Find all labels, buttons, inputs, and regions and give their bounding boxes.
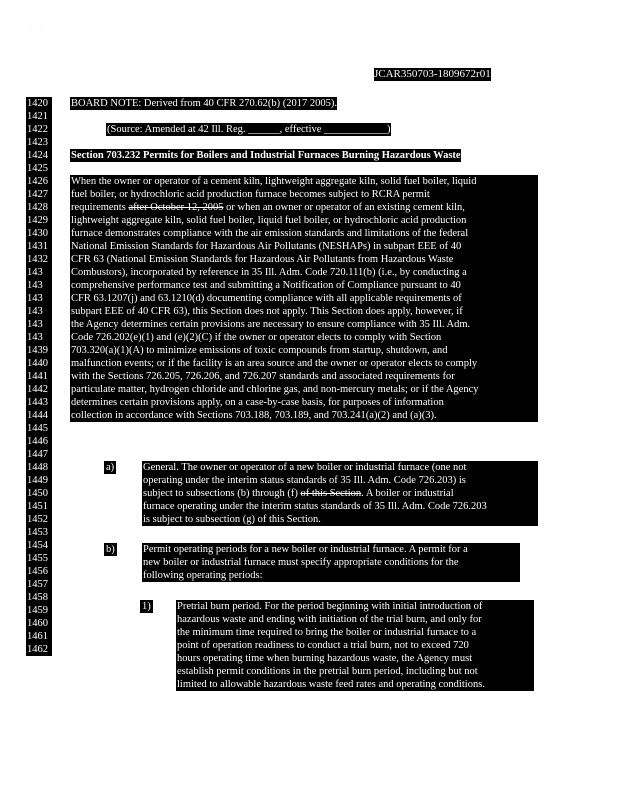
subsection-b1-line: hours operating time when burning hazardous waste, the Agency must	[177, 653, 473, 664]
line-number: 1455	[26, 552, 52, 565]
line-number: 1453	[26, 526, 52, 539]
line-number: 1431	[26, 240, 52, 253]
subsection-b1	[176, 600, 534, 691]
subsection-a	[142, 461, 538, 526]
line-number: 1457	[26, 578, 52, 591]
subsection-b-line: Permit operating periods for a new boiler or industrial furnace. A permit for a	[143, 544, 468, 555]
line-number: 1442	[26, 383, 52, 396]
struck-text: after October 12, 2005	[128, 202, 224, 213]
intro-paragraph	[70, 175, 538, 422]
line-number: 1429	[26, 214, 52, 227]
subsection-a-text: . A boiler or industrial	[361, 488, 454, 499]
intro-line: CFR 63 (National Emission Standards for Hazardous Air Pollutants from Hazardous Waste	[71, 254, 454, 265]
line-number: 1426	[26, 175, 52, 188]
subsection-a-line: is subject to subsection (g) of this Section.	[143, 514, 321, 525]
intro-line-text: requirements	[71, 202, 129, 213]
intro-line-text: or when an owner or operator of an existing cement kiln,	[223, 202, 465, 213]
line-number: 1448	[26, 461, 52, 474]
intro-line: 703.320(a)(1)(A) to minimize emissions of toxic compounds from startup, shutdown, and	[71, 345, 448, 356]
line-number: 143	[26, 318, 52, 331]
intro-line: CFR 63.1207(j) and 63.1210(d) documenting compliance with all applicable requirements of	[71, 293, 462, 304]
line-number: 1450	[26, 487, 52, 500]
line-number: 1444	[26, 409, 52, 422]
subsection-b1-line: hazardous waste and ending with initiation of the trial burn, and only for	[177, 614, 482, 625]
line-number: 1460	[26, 617, 52, 630]
subsection-b1-line: the minimum time required to bring the boiler or industrial furnace to a	[177, 627, 477, 638]
subsection-a-line	[142, 487, 538, 500]
line-number: 1451	[26, 500, 52, 513]
line-number: 143	[26, 292, 52, 305]
intro-line: furnace demonstrates compliance with the air emission standards and limitations of the federal	[71, 228, 469, 239]
line-number: 1446	[26, 435, 52, 448]
intro-line: comprehensive performance test and submitting a Notification of Compliance pursuant to 40	[71, 280, 461, 291]
subsection-b1-line: establish permit conditions in the pretrial burn period, including but not	[177, 666, 478, 677]
line-number: 1424	[26, 149, 52, 162]
intro-line: When the owner or operator of a cement kiln, lightweight aggregate kiln, solid fuel boiler, liquid	[71, 176, 477, 187]
line-number: 1458	[26, 591, 52, 604]
subsection-b1-line: Pretrial burn period. For the period beginning with initial introduction of	[177, 601, 483, 612]
subsection-b-line: following operating periods:	[143, 570, 263, 581]
line-number: 1461	[26, 630, 52, 643]
subsection-a-label: a)	[106, 462, 115, 473]
source-note-text: (Source: Amended at 42 Ill. Reg. ______, effective ____________)	[107, 124, 391, 135]
subsection-b-label: b)	[106, 544, 115, 555]
line-number: 1454	[26, 539, 52, 552]
line-number: 1439	[26, 344, 52, 357]
intro-line: fuel boiler, or hydrochloric acid production furnace becomes subject to RCRA permit	[71, 189, 430, 200]
section-heading-text: Section 703.232 Permits for Boilers and Industrial Furnaces Burning Hazardous Waste	[71, 150, 461, 161]
subsection-b	[142, 543, 520, 582]
scan-specks: · ·	[30, 25, 43, 31]
subsection-a-line: operating under the interim status standards of 35 Ill. Adm. Code 726.203) is	[143, 475, 466, 486]
subsection-b1-label: 1)	[142, 601, 151, 612]
board-note	[70, 97, 337, 115]
line-number: 1430	[26, 227, 52, 240]
intro-line: the Agency determines certain provisions are necessary to ensure compliance with 35 Ill. Adm.	[71, 319, 471, 330]
line-number: 1427	[26, 188, 52, 201]
line-number: 1456	[26, 565, 52, 578]
line-number: 143	[26, 279, 52, 292]
subsection-a-line: General. The owner or operator of a new boiler or industrial furnace (one not	[143, 462, 467, 473]
section-heading	[70, 149, 461, 167]
line-number: 1440	[26, 357, 52, 370]
intro-line: Code 726.202(e)(1) and (e)(2)(C) if the owner or operator elects to comply with Section	[71, 332, 442, 343]
line-number: 1420	[26, 97, 52, 110]
source-note	[106, 123, 391, 141]
intro-line: with the Sections 726.205, 726.206, and 726.207 standards and associated requirements for	[71, 371, 455, 382]
intro-line: Combustors), incorporated by reference in 35 Ill. Adm. Code 720.111(b) (i.e., by conducting a	[71, 267, 467, 278]
struck-text: of this Section	[300, 488, 362, 499]
line-number: 1443	[26, 396, 52, 409]
line-number: 1447	[26, 448, 52, 461]
subsection-a-line: furnace operating under the interim status standards of 35 Ill. Adm. Code 726.203	[143, 501, 487, 512]
line-number: 1441	[26, 370, 52, 383]
subsection-b-line: new boiler or industrial furnace must specify appropriate conditions for the	[143, 557, 459, 568]
intro-line: National Emission Standards for Hazardous Air Pollutants (NESHAPs) in subpart EEE of 40	[71, 241, 462, 252]
line-number: 143	[26, 305, 52, 318]
intro-line: malfunction events; or if the facility is an area source and the owner or operator elects to comply	[71, 358, 478, 369]
intro-line	[70, 201, 538, 214]
intro-line: particulate matter, hydrogen chloride and chlorine gas, and non-mercury metals; or if the Agency	[71, 384, 479, 395]
subsection-a-text: subject to subsections (b) through (f)	[143, 488, 301, 499]
line-number: 143	[26, 266, 52, 279]
line-number: 1423	[26, 136, 52, 149]
intro-line: determines certain provisions apply, on a case-by-case basis, for purposes of information	[71, 397, 444, 408]
line-number: 1425	[26, 162, 52, 175]
subsection-b1-line: point of operation readiness to conduct a trial burn, not to exceed 720	[177, 640, 469, 651]
line-number: 1459	[26, 604, 52, 617]
line-number: 1452	[26, 513, 52, 526]
line-number: 1432	[26, 253, 52, 266]
line-number: 1449	[26, 474, 52, 487]
intro-line: lightweight aggregate kiln, solid fuel boiler, liquid fuel boiler, or hydrochloric acid production	[71, 215, 467, 226]
intro-line: collection in accordance with Sections 703.188, 703.189, and 703.241(a)(2) and (a)(3).	[71, 410, 437, 421]
line-number: 1422	[26, 123, 52, 136]
line-number: 1445	[26, 422, 52, 435]
subsection-b1-line: limited to allowable hazardous waste feed rates and operating conditions.	[177, 679, 485, 690]
line-number: 1421	[26, 110, 52, 123]
line-number: 1428	[26, 201, 52, 214]
line-number-column	[26, 97, 52, 656]
line-number: 1462	[26, 643, 52, 656]
document-id: JCAR350703-1809672r01	[374, 68, 491, 80]
board-note-text: BOARD NOTE: Derived from 40 CFR 270.62(b) (2017 2005).	[71, 98, 337, 109]
line-number: 143	[26, 331, 52, 344]
intro-line: subpart EEE of 40 CFR 63), this Section does not apply. This Section does apply, however, if	[71, 306, 463, 317]
